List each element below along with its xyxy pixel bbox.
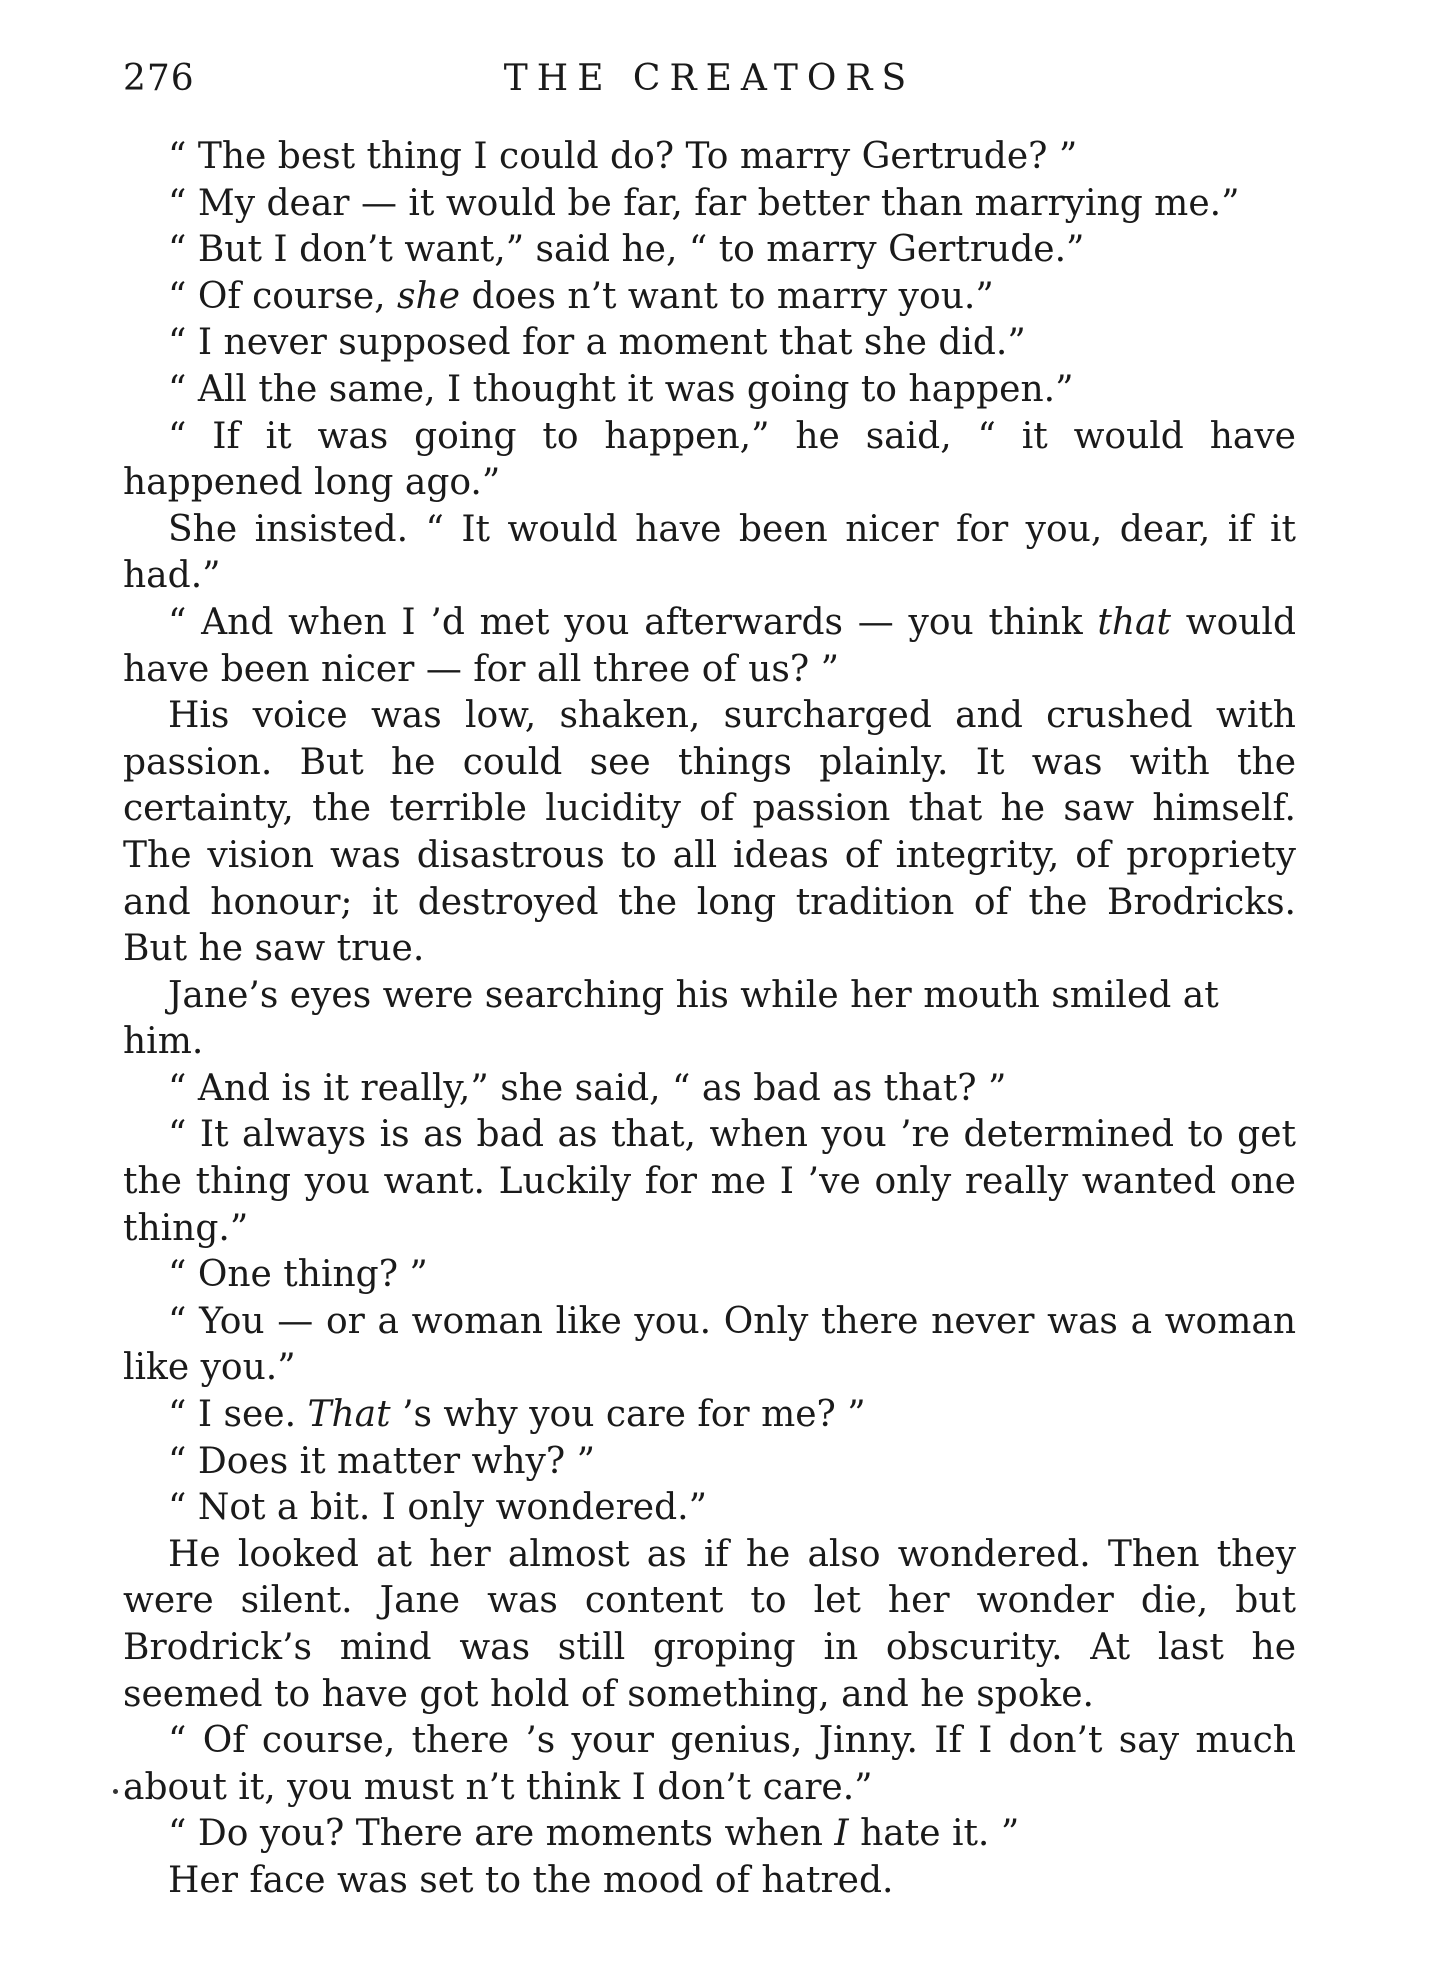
text-run: “ It always is as bad as that, when you ’re determined to get the thing you want. Luckily for me I ’ve only really wanted one thing.” <box>123 1114 1296 1249</box>
text-run: ’s why you care for me? ” <box>390 1394 866 1436</box>
text-run: She insisted. “ It would have been nicer for you, dear, if it had.” <box>123 508 1296 597</box>
paragraph <box>123 1112 1296 1252</box>
text-run: “ Does it matter why? ” <box>168 1440 596 1482</box>
paragraph <box>123 320 1296 367</box>
text-run: Jane’s eyes were searching his while her mouth smiled at him. <box>123 974 1219 1063</box>
paragraph <box>123 1252 1296 1299</box>
paragraph <box>123 1718 1296 1811</box>
text-run: Her face was set to the mood of hatred. <box>168 1859 894 1901</box>
text-run: “ And is it really,” she said, “ as bad as that? ” <box>168 1067 1007 1109</box>
text-run: “ Not a bit. I only wondered.” <box>168 1487 707 1529</box>
text-run: “ But I don’t want,” said he, “ to marry Gertrude.” <box>168 229 1085 271</box>
paragraph <box>123 1811 1296 1858</box>
paragraph <box>123 1858 1296 1905</box>
margin-mark <box>113 1789 118 1794</box>
body-text <box>123 134 1296 1905</box>
text-run: “ Do you? There are moments when <box>168 1813 835 1855</box>
text-run: “ The best thing I could do? To marry Gertrude? ” <box>168 136 1078 177</box>
text-run: “ Of course, there ’s your genius, Jinny. If I don’t say much about it, you must n’t think I don’t care.” <box>123 1720 1296 1808</box>
emphasis-text: that <box>1097 601 1171 643</box>
text-run: “ All the same, I thought it was going to happen.” <box>168 368 1074 410</box>
paragraph <box>123 973 1296 1066</box>
text-run: He looked at her almost as if he also wondered. Then they were silent. Jane was content to let her wonder die, but Brodrick’s mind was still groping in obscurity. At last he seemed to have got hold of something, and he spoke. <box>123 1533 1296 1715</box>
text-run: would have been nicer — for all three of us? ” <box>123 601 1296 690</box>
paragraph <box>123 274 1296 321</box>
page-header <box>123 58 1296 108</box>
text-run: “ My dear — it would be far, far better than marrying me.” <box>168 182 1240 224</box>
text-run: “ Of course, <box>168 275 398 317</box>
text-run: “ I see. <box>168 1394 308 1436</box>
paragraph <box>123 367 1296 414</box>
paragraph <box>123 693 1296 973</box>
paragraph <box>123 1392 1296 1439</box>
paragraph <box>123 1532 1296 1718</box>
text-run: “ One thing? ” <box>168 1254 428 1296</box>
page-number: 276 <box>123 58 195 99</box>
paragraph <box>123 600 1296 693</box>
text-run: “ You — or a woman like you. Only there never was a woman like you.” <box>123 1300 1296 1389</box>
paragraph <box>123 1485 1296 1532</box>
paragraph <box>123 1439 1296 1486</box>
paragraph <box>123 1299 1296 1392</box>
emphasis-text: she <box>397 275 460 317</box>
text-run: “ I never supposed for a moment that she did.” <box>168 322 1026 364</box>
text-run: does n’t want to marry you.” <box>460 275 994 317</box>
paragraph <box>123 507 1296 600</box>
paragraph <box>123 414 1296 507</box>
paragraph <box>123 181 1296 228</box>
text-run: “ And when I ’d met you afterwards — you think <box>168 601 1098 643</box>
text-run: hate it. ” <box>848 1813 1020 1855</box>
paragraph <box>123 1066 1296 1113</box>
text-run: His voice was low, shaken, surcharged and crushed with passion. But he could see things plainly. It was with the certainty, the terrible lucidity of passion that he saw himself. The vision was disastrous to all ideas of integrity, of propriety and honour; it destroyed the long tradition of the Brodricks. But he saw true. <box>123 695 1296 970</box>
paragraph <box>123 227 1296 274</box>
running-title: THE CREATORS <box>503 58 916 99</box>
emphasis-text: That <box>307 1394 391 1436</box>
text-run: “ If it was going to happen,” he said, “ it would have happened long ago.” <box>123 415 1296 504</box>
emphasis-text: I <box>834 1813 849 1855</box>
paragraph <box>123 134 1296 181</box>
